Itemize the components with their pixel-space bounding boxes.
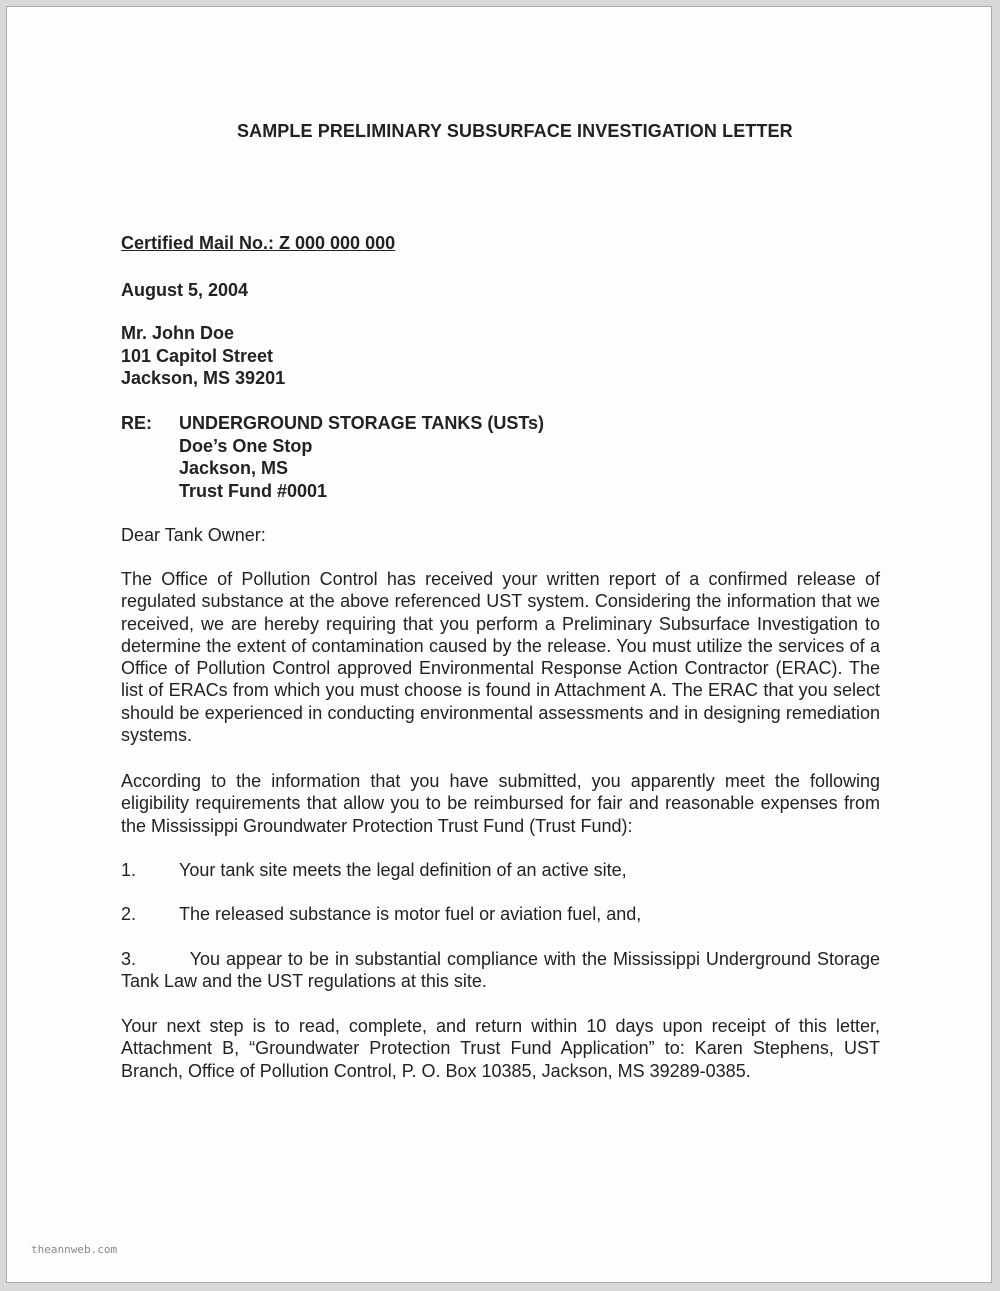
re-label: RE: (121, 413, 152, 433)
re-fund: Trust Fund #0001 (179, 480, 328, 501)
list-item-3 (121, 948, 880, 993)
recipient-city: Jackson, MS 39201 (121, 368, 286, 388)
list-item-text-1: Your tank site meets the legal definition of an active site, (179, 860, 627, 880)
recipient-street: 101 Capitol Street (121, 345, 274, 366)
re-facility: Doe’s One Stop (179, 435, 313, 456)
list-item-text-2: The released substance is motor fuel or aviation fuel, and, (179, 904, 642, 924)
letter-page (6, 6, 992, 1283)
certified-mail-number: Certified Mail No.: Z 000 000 000 (121, 233, 396, 253)
list-item-number-2: 2. (121, 904, 137, 924)
body-paragraph-3: Your next step is to read, complete, and return within 10 days upon receipt of this letter, Attachment B, “Groundwater Protection Trust Fund Application” to: Karen Stephens, UST Branch, Office of Pollution Control, P. O. Box 10385, Jackson, MS 39289-0385. (121, 1016, 880, 1081)
list-item-number-1: 1. (121, 860, 137, 880)
recipient-address (121, 322, 285, 390)
letter-title: SAMPLE PRELIMINARY SUBSURFACE INVESTIGATION LETTER (237, 121, 793, 141)
salutation: Dear Tank Owner: (121, 525, 266, 545)
list-item-number-3: 3. (121, 949, 137, 969)
letter-date: August 5, 2004 (121, 280, 249, 300)
recipient-name: Mr. John Doe (121, 323, 235, 343)
re-subject: UNDERGROUND STORAGE TANKS (USTs) (179, 413, 545, 433)
list-item-text-3: You appear to be in substantial compliance with the Mississippi Underground Storage Tank Law and the UST regulations at this site. (121, 949, 880, 992)
re-block (179, 412, 544, 502)
body-paragraph-1: The Office of Pollution Control has received your written report of a confirmed release of regulated substance at the above referenced UST system. Considering the information that we received, we are hereby requiring that you perform a Preliminary Subsurface Investigation to determine the extent of contamination caused by the release. You must utilize the services of a Office of Pollution Control approved Environmental Response Action Contractor (ERAC). The list of ERACs from which you must choose is found in Attachment A. The ERAC that you select should be experienced in conducting environmental assessments and in designing remediation systems. (121, 569, 880, 746)
re-location: Jackson, MS (179, 458, 289, 478)
body-paragraph-2: According to the information that you have submitted, you apparently meet the following eligibility requirements that allow you to be reimbursed for fair and reasonable expenses from the Mississippi Groundwater Protection Trust Fund (Trust Fund): (121, 771, 880, 836)
watermark: theannweb.com (31, 1243, 118, 1256)
